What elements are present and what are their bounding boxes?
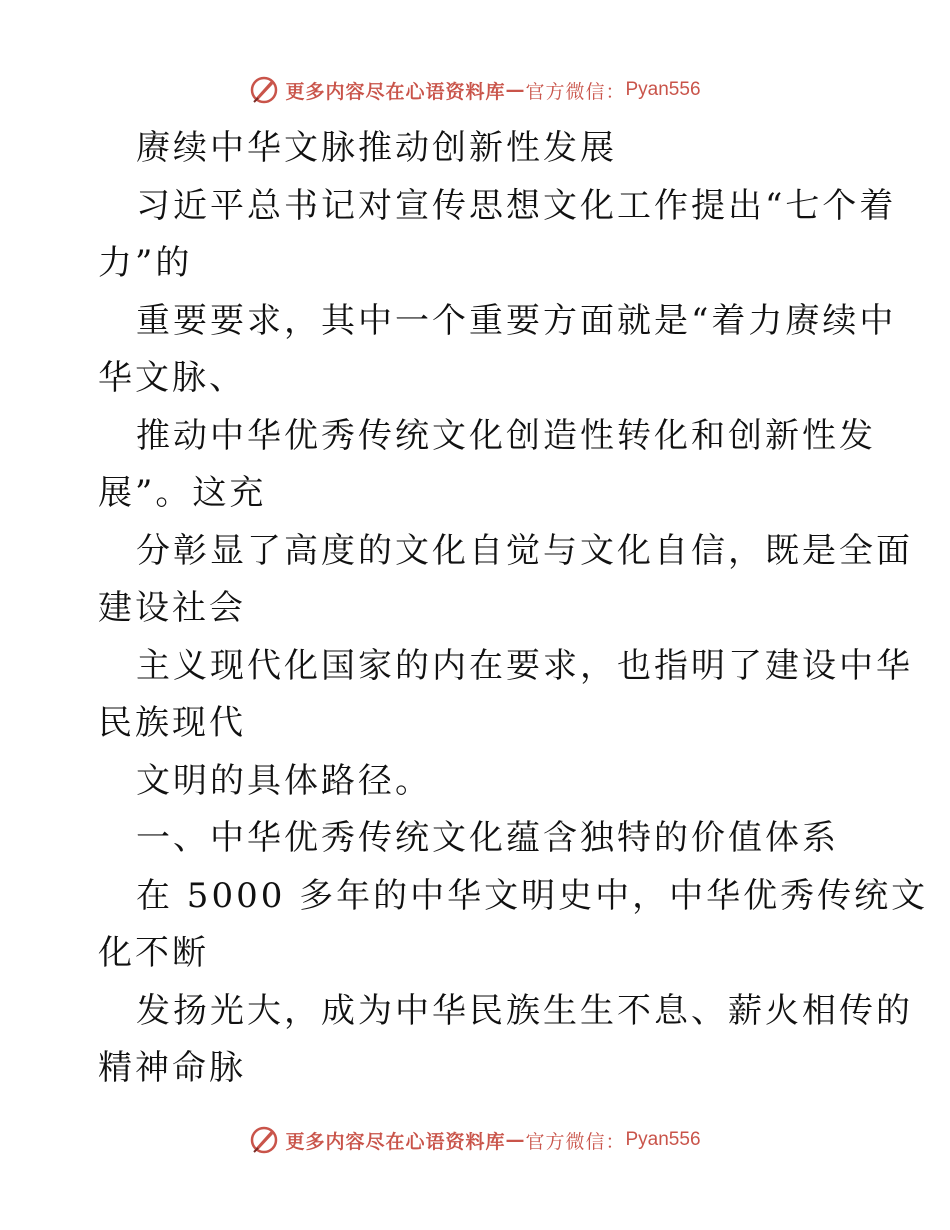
text-line: 展”。这充 bbox=[98, 473, 267, 513]
text-line: 主义现代化国家的内在要求，也指明了建设中华 bbox=[136, 645, 913, 686]
quill-pen-logo-icon bbox=[249, 75, 279, 105]
banner-wechat-label: 官方微信： bbox=[525, 1130, 626, 1153]
banner-site-text: 更多内容尽在心语资料库 bbox=[285, 80, 506, 103]
text-line: 在 5000 多年的中华文明史中，中华优秀传统文 bbox=[136, 875, 929, 916]
header-banner bbox=[0, 70, 950, 110]
text-line: 精神命脉 bbox=[98, 1048, 246, 1088]
banner-dash: — bbox=[505, 1129, 526, 1151]
text-line: 化不断 bbox=[98, 933, 209, 973]
banner-wechat-id: Pyan556 bbox=[625, 79, 701, 100]
banner-wechat-id: Pyan556 bbox=[625, 1129, 701, 1150]
banner-dash: — bbox=[505, 79, 526, 101]
text-line: 力”的 bbox=[98, 243, 193, 283]
section-heading: 一、中华优秀传统文化蕴含独特的价值体系 bbox=[136, 818, 839, 858]
text-line: 重要要求，其中一个重要方面就是“着力赓续中 bbox=[136, 300, 897, 341]
text-line: 推动中华优秀传统文化创造性转化和创新性发 bbox=[136, 415, 876, 456]
footer-banner bbox=[0, 1120, 950, 1160]
text-line: 建设社会 bbox=[98, 588, 246, 628]
text-line: 习近平总书记对宣传思想文化工作提出“七个着 bbox=[136, 185, 897, 226]
quill-pen-logo-icon bbox=[249, 1125, 279, 1155]
document-body bbox=[98, 120, 929, 1098]
text-line: 文明的具体路径。 bbox=[136, 760, 432, 801]
text-line: 华文脉、 bbox=[98, 358, 246, 398]
text-line: 民族现代 bbox=[98, 703, 246, 743]
banner-site-text: 更多内容尽在心语资料库 bbox=[285, 1130, 506, 1153]
text-line: 发扬光大，成为中华民族生生不息、薪火相传的 bbox=[136, 990, 913, 1031]
text-line: 分彰显了高度的文化自觉与文化自信，既是全面 bbox=[136, 530, 913, 571]
doc-title: 赓续中华文脉推动创新性发展 bbox=[136, 128, 617, 168]
banner-wechat-label: 官方微信： bbox=[525, 80, 626, 103]
